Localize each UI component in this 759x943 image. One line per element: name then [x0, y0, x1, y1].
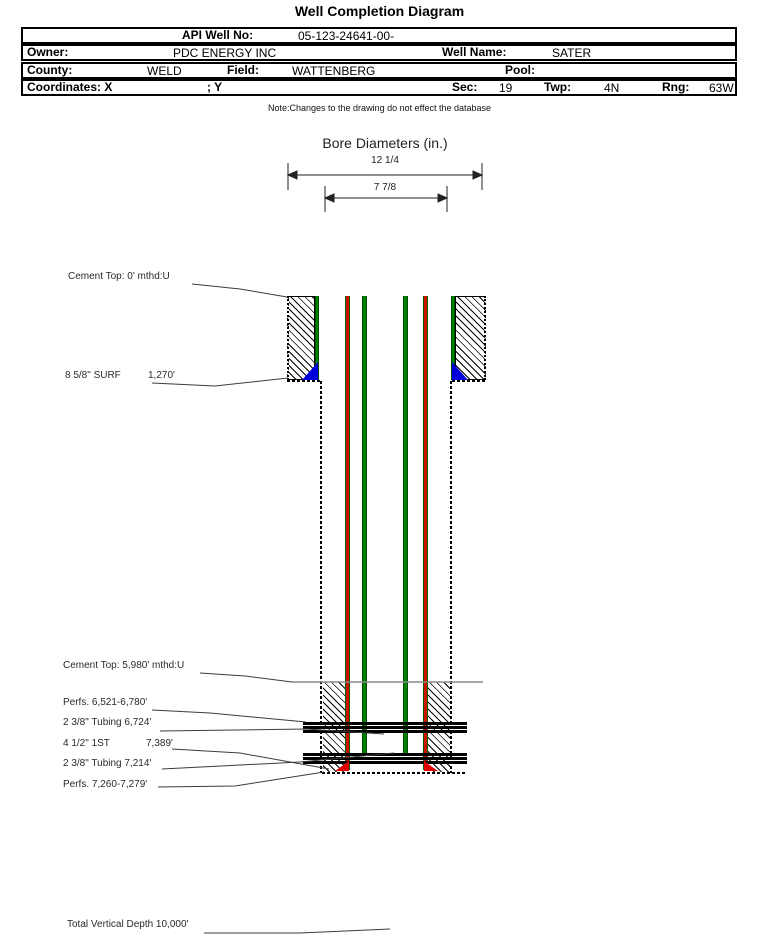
field-value: WATTENBERG	[292, 64, 376, 78]
annotation-cement-top-surface: Cement Top: 0' mthd:U	[68, 271, 170, 282]
surface-casing-left	[315, 296, 319, 380]
annotation-surface-casing: 8 5/8" SURF	[65, 370, 121, 381]
sec-label: Sec:	[452, 80, 478, 94]
header-row-api	[21, 27, 737, 44]
page-title: Well Completion Diagram	[294, 3, 465, 19]
tubing-string-left	[362, 296, 367, 754]
leader-total-depth	[204, 929, 390, 933]
owner-value: PDC ENERGY INC	[173, 46, 277, 60]
surface-casing-shoe-blue	[302, 362, 468, 380]
well-name-value: SATER	[552, 46, 592, 60]
annotation-surface-casing-depth: 1,270'	[148, 370, 175, 381]
perforation-bar	[303, 757, 467, 760]
owner-label: Owner:	[27, 45, 69, 59]
annotation-production-casing-depth: 7,389'	[146, 738, 173, 749]
twp-value: 4N	[604, 81, 620, 95]
county-label: County:	[27, 63, 73, 77]
production-casing-left	[345, 296, 350, 770]
header-row-owner	[21, 44, 737, 61]
surface-cement-right	[455, 296, 486, 380]
pool-label: Pool:	[505, 63, 535, 77]
leader-perfs-lower	[158, 772, 324, 787]
annotation-perfs-upper: Perfs. 6,521-6,780'	[63, 697, 148, 708]
twp-label: Twp:	[544, 80, 572, 94]
annotation-tubing-lower: 2 3/8" Tubing 7,214'	[63, 758, 152, 769]
bore-diameter-outer-value: 12 1/4	[371, 155, 399, 166]
annotation-total-vertical-depth: Total Vertical Depth 10,000'	[67, 919, 189, 930]
surface-cement-left	[287, 296, 315, 380]
rng-value: 63W	[709, 81, 734, 95]
tubing-string-right	[403, 296, 408, 754]
perforation-bar	[303, 726, 467, 729]
perforation-bar	[303, 753, 467, 756]
county-value: WELD	[147, 64, 182, 78]
field-label: Field:	[227, 63, 259, 77]
coordinates-x-label: Coordinates: X	[27, 80, 113, 94]
annotation-perfs-lower: Perfs. 7,260-7,279'	[63, 779, 148, 790]
leader-cement-top-surface	[192, 284, 287, 297]
perforation-bar	[303, 761, 467, 764]
coordinates-y-label: ; Y	[207, 80, 223, 94]
header-row-county	[21, 62, 737, 79]
well-name-label: Well Name:	[442, 45, 507, 59]
bore-diameters-title: Bore Diameters (in.)	[322, 135, 448, 151]
annotation-cement-top-production: Cement Top: 5,980' mthd:U	[63, 660, 185, 671]
perforation-bar	[303, 722, 467, 725]
leader-cement-top-production	[200, 673, 292, 682]
annotation-production-casing: 4 1/2" 1ST	[63, 738, 110, 749]
bore-diameter-inner-value: 7 7/8	[373, 182, 397, 193]
production-casing-right	[423, 296, 428, 770]
annotation-tubing-upper: 2 3/8" Tubing 6,724'	[63, 717, 152, 728]
api-well-no-value: 05-123-24641-00-	[298, 29, 395, 43]
rng-label: Rng:	[662, 80, 690, 94]
sec-value: 19	[499, 81, 513, 95]
leader-perfs-upper	[152, 710, 306, 722]
database-note: Note:Changes to the drawing do not effect the database	[268, 103, 491, 113]
api-well-no-label: API Well No:	[182, 28, 254, 42]
leader-lines	[152, 284, 394, 933]
perforation-bar	[303, 730, 467, 733]
header-row-location	[21, 79, 737, 96]
